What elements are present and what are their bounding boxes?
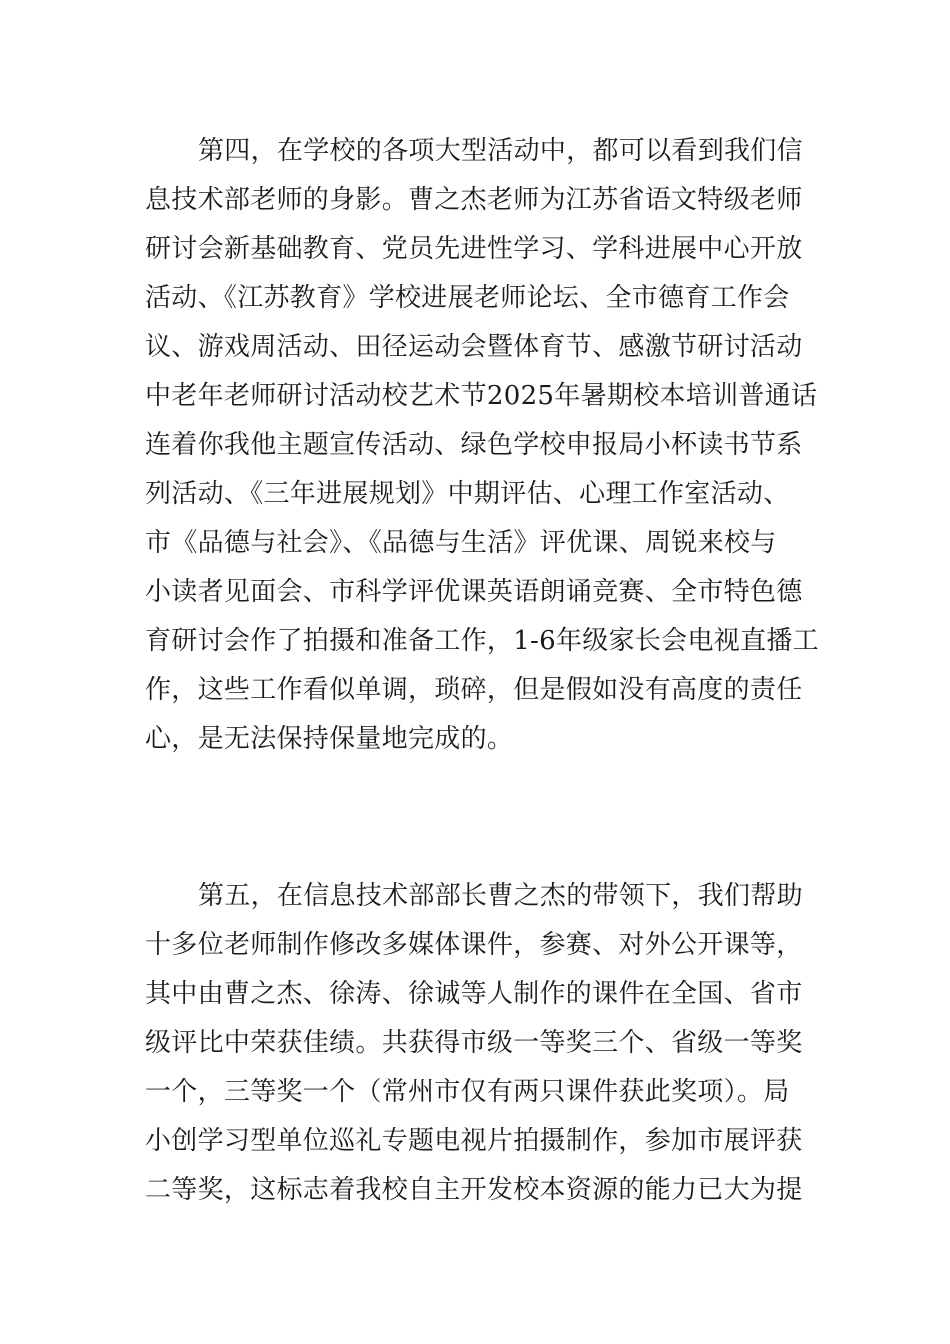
- text-line: 二等奖，这标志着我校自主开发校本资源的能力已大为提: [145, 1175, 803, 1205]
- text-line: 连着你我他主题宣传活动、绿色学校申报局小杯读书节系: [145, 430, 803, 460]
- text-line: 级评比中荣获佳绩。共获得市级一等奖三个、省级一等奖: [145, 1028, 803, 1058]
- text-line: 其中由曹之杰、徐涛、徐诚等人制作的课件在全国、省市: [145, 979, 803, 1009]
- text-line: 一个，三等奖一个（常州市仅有两只课件获此奖项）。局: [145, 1077, 790, 1107]
- text-line: 第四，在学校的各项大型活动中，都可以看到我们信: [198, 136, 803, 166]
- paragraph-5: [145, 872, 810, 1215]
- paragraph-4: [145, 127, 819, 764]
- text-line: 心，是无法保持保量地完成的。: [145, 724, 514, 754]
- text-line: 议、游戏周活动、田径运动会暨体育节、感激节研讨活动: [145, 332, 803, 362]
- text-line: 市《品德与社会》、《品德与生活》评优课、周锐来校与: [145, 528, 777, 558]
- text-line: 小读者见面会、市科学评优课英语朗诵竞赛、全市特色德: [145, 577, 803, 607]
- text-line: 十多位老师制作修改多媒体课件，参赛、对外公开课等，: [145, 930, 803, 960]
- text-line: 中老年老师研讨活动校艺术节2025年暑期校本培训普通话: [145, 381, 818, 411]
- text-line: 育研讨会作了拍摄和准备工作，1-6年级家长会电视直播工: [145, 626, 819, 656]
- text-line: 作，这些工作看似单调，琐碎，但是假如没有高度的责任: [145, 675, 803, 705]
- text-line: 第五，在信息技术部部长曹之杰的带领下，我们帮助: [198, 881, 803, 911]
- text-line: 研讨会新基础教育、党员先进性学习、学科进展中心开放: [145, 234, 803, 264]
- text-line: 小创学习型单位巡礼专题电视片拍摄制作，参加市展评获: [145, 1126, 803, 1156]
- text-line: 活动、《江苏教育》学校进展老师论坛、全市德育工作会: [145, 283, 790, 313]
- text-line: 息技术部老师的身影。曹之杰老师为江苏省语文特级老师: [145, 185, 803, 215]
- text-line: 列活动、《三年进展规划》中期评估、心理工作室活动、: [145, 479, 790, 509]
